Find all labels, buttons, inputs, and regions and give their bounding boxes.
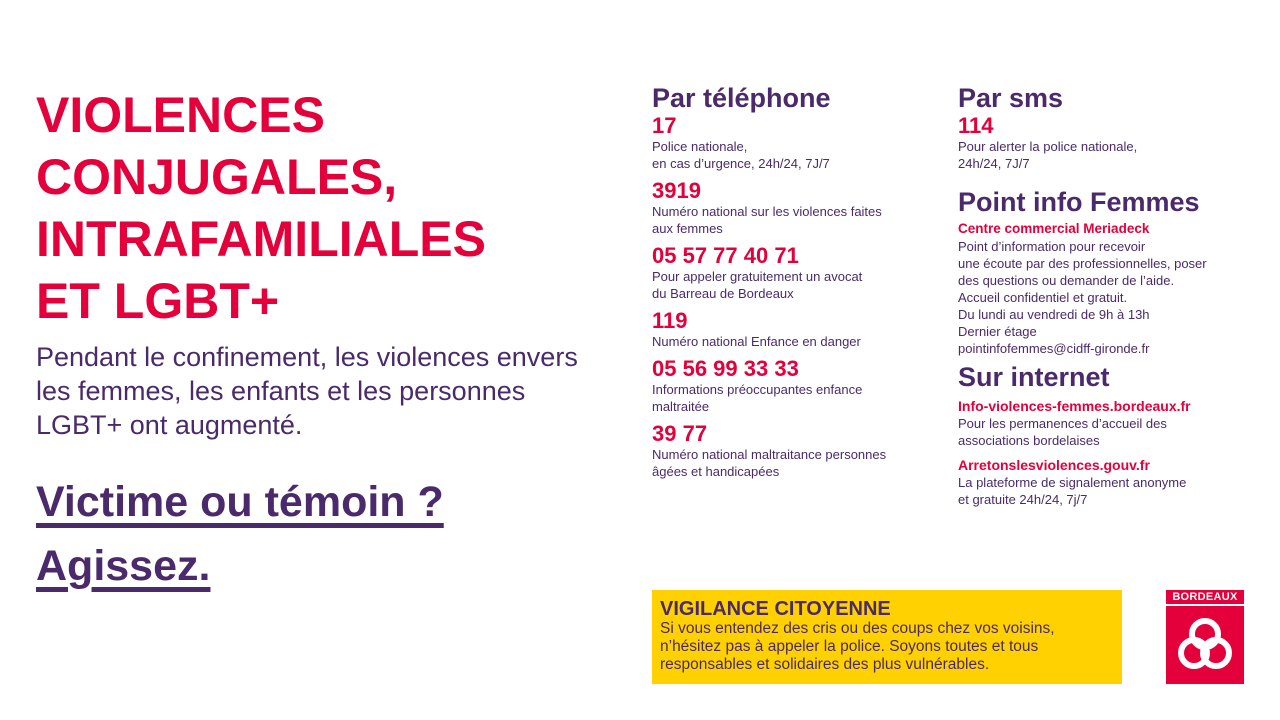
phone-desc: Informations préoccupantes enfance: [652, 382, 863, 397]
phone-desc: Numéro national sur les violences faites: [652, 204, 882, 219]
bordeaux-logo: [1166, 590, 1244, 684]
internet-desc: La plateforme de signalement anonyme: [958, 475, 1187, 490]
phone-desc: aux femmes: [652, 221, 723, 236]
logo-emblem: [1166, 606, 1244, 684]
pif-email-link[interactable]: pointinfofemmes@cidff-gironde.fr: [958, 341, 1150, 356]
internet-section: [958, 361, 1258, 508]
vigilance-line: n’hésitez pas à appeler la police. Soyons toutes et tous: [660, 638, 1039, 655]
phone-item: [652, 309, 942, 350]
internet-item: [958, 397, 1258, 449]
pif-line: Accueil confidentiel et gratuit.: [958, 290, 1128, 305]
vigilance-line: responsables et solidaires des plus vulnérables.: [660, 656, 990, 673]
phone-item: [652, 357, 942, 415]
sms-number[interactable]: 114: [958, 113, 994, 138]
phone-desc: Numéro national maltraitance personnes: [652, 447, 887, 462]
phone-desc: maltraitée: [652, 399, 710, 414]
headline-line: CONJUGALES,: [36, 149, 398, 205]
internet-desc: Pour les permanences d’accueil des: [958, 416, 1167, 431]
vigilance-title: VIGILANCE CITOYENNE: [660, 598, 891, 620]
pif-line: une écoute par des professionnelles, poser: [958, 256, 1207, 271]
call-to-action: [36, 470, 636, 598]
pif-section-title: Point info Femmes: [958, 187, 1200, 217]
cta-line-1: Victime ou témoin ?: [36, 478, 444, 526]
triskel-icon: [1172, 612, 1238, 678]
pif-line: des questions ou demander de l’aide.: [958, 273, 1175, 288]
sms-desc: Pour alerter la police nationale,: [958, 139, 1138, 154]
vigilance-line: Si vous entendez des cris ou des coups chez vos voisins,: [660, 620, 1055, 637]
phone-item: [652, 422, 942, 480]
phone-section-title: Par téléphone: [652, 83, 831, 113]
phone-desc: Police nationale,: [652, 139, 748, 154]
phone-desc: Numéro national Enfance en danger: [652, 334, 861, 349]
phone-section: [652, 82, 942, 487]
internet-desc: et gratuite 24h/24, 7j/7: [958, 492, 1088, 507]
right-column: [958, 82, 1258, 515]
sms-section: [958, 82, 1258, 172]
phone-number[interactable]: 05 56 99 33 33: [652, 356, 799, 381]
phone-number[interactable]: 17: [652, 113, 677, 138]
pif-line: Du lundi au vendredi de 9h à 13h: [958, 307, 1150, 322]
headline-line: ET LGBT+: [36, 273, 280, 329]
pif-line: Dernier étage: [958, 324, 1037, 339]
phone-number[interactable]: 05 57 77 40 71: [652, 243, 799, 268]
phone-item: [652, 114, 942, 172]
internet-section-title: Sur internet: [958, 362, 1110, 392]
phone-item: [652, 244, 942, 302]
point-info-femmes-section: [958, 186, 1258, 357]
internet-desc: associations bordelaises: [958, 433, 1100, 448]
phone-number[interactable]: 39 77: [652, 421, 708, 446]
phone-number[interactable]: 3919: [652, 178, 701, 203]
phone-item: [652, 179, 942, 237]
headline-line: INTRAFAMILIALES: [36, 211, 486, 267]
headline-line: VIOLENCES: [36, 87, 325, 143]
internet-item: [958, 456, 1258, 508]
phone-desc: âgées et handicapées: [652, 464, 780, 479]
sms-section-title: Par sms: [958, 83, 1064, 113]
internet-link[interactable]: Info-violences-femmes.bordeaux.fr: [958, 398, 1191, 414]
sms-desc: 24h/24, 7J/7: [958, 156, 1030, 171]
cta-line-2: Agissez.: [36, 542, 211, 590]
logo-text: BORDEAUX: [1166, 590, 1244, 604]
internet-link[interactable]: Arretonslesviolences.gouv.fr: [958, 457, 1150, 473]
phone-number[interactable]: 119: [652, 308, 688, 333]
phone-desc: Pour appeler gratuitement un avocat: [652, 269, 863, 284]
phone-desc: en cas d’urgence, 24h/24, 7J/7: [652, 156, 830, 171]
vigilance-box: [652, 590, 1122, 684]
headline: [36, 84, 626, 332]
intro-text: Pendant le confinement, les violences envers les femmes, les enfants et les personnes LGBT+ ont augmenté.: [36, 342, 578, 440]
pif-place: Centre commercial Meriadeck: [958, 221, 1150, 236]
phone-desc: du Barreau de Bordeaux: [652, 286, 794, 301]
pif-line: Point d’information pour recevoir: [958, 239, 1146, 254]
